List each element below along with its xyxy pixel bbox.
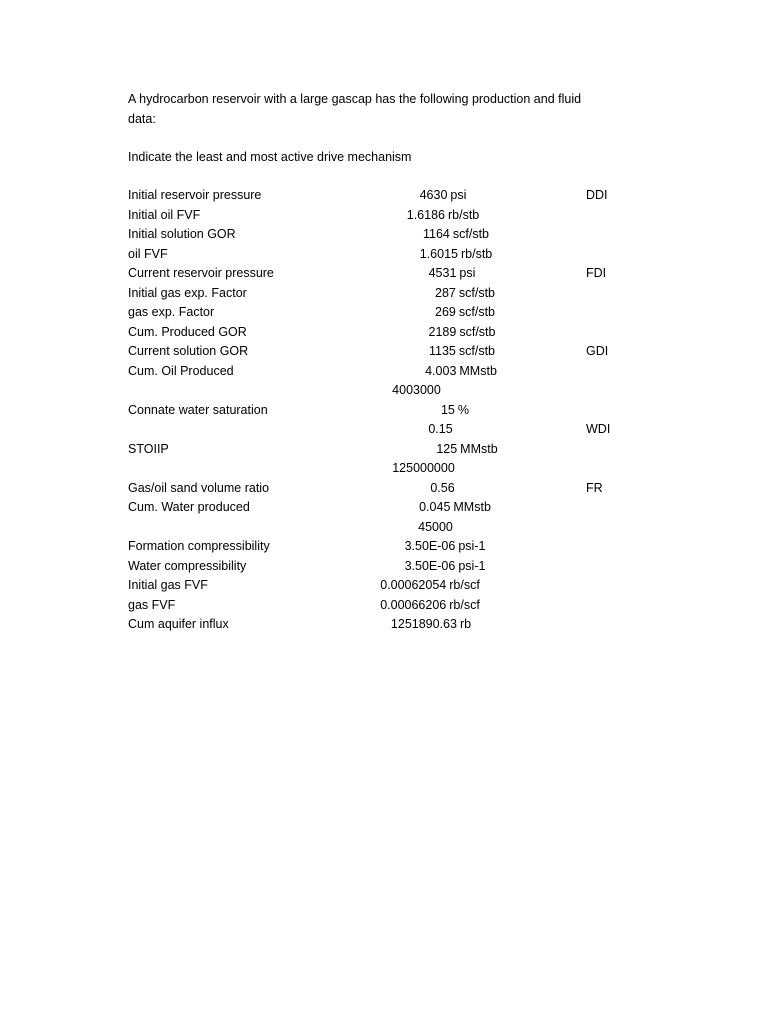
value-number: 0.045 bbox=[419, 500, 451, 514]
row-value bbox=[429, 323, 496, 343]
row-label: Current solution GOR bbox=[128, 344, 249, 358]
value-unit: scf/stb bbox=[458, 285, 495, 300]
row-value bbox=[423, 225, 489, 245]
row-value bbox=[407, 206, 480, 226]
row-value bbox=[392, 381, 444, 401]
value-unit: MMstb bbox=[459, 363, 497, 378]
table-row bbox=[0, 264, 768, 284]
row-value bbox=[380, 596, 480, 616]
row-label: gas FVF bbox=[128, 597, 176, 612]
value-unit: MMstb bbox=[453, 500, 491, 514]
row-code: DDI bbox=[586, 188, 608, 202]
table-row bbox=[0, 596, 768, 616]
row-value bbox=[425, 362, 497, 382]
table-row bbox=[0, 186, 768, 206]
row-value bbox=[420, 245, 493, 265]
table-row bbox=[0, 615, 768, 635]
value-number: 2189 bbox=[428, 324, 457, 339]
row-label: Gas/oil sand volume ratio bbox=[128, 480, 270, 495]
row-value bbox=[428, 420, 455, 440]
value-unit: rb/stb bbox=[447, 207, 480, 222]
row-value bbox=[441, 401, 469, 421]
value-unit: psi-1 bbox=[458, 539, 486, 553]
table-row bbox=[0, 284, 768, 304]
row-value bbox=[429, 264, 476, 284]
row-value bbox=[419, 498, 491, 518]
table-row bbox=[0, 342, 768, 362]
row-label: STOIIP bbox=[128, 441, 169, 456]
value-unit: scf/stb bbox=[458, 344, 496, 358]
table-row bbox=[0, 518, 768, 538]
row-value bbox=[405, 557, 486, 577]
value-unit: rb/scf bbox=[449, 597, 480, 612]
value-number: 1251890.63 bbox=[390, 617, 457, 631]
value-unit: psi-1 bbox=[458, 558, 486, 573]
table-row bbox=[0, 206, 768, 226]
row-value bbox=[392, 459, 458, 479]
row-value bbox=[391, 615, 471, 635]
row-value bbox=[435, 303, 495, 323]
value-number: 287 bbox=[435, 285, 456, 300]
table-row bbox=[0, 557, 768, 577]
value-unit: scf/stb bbox=[459, 324, 496, 339]
row-label: Water compressibility bbox=[128, 558, 247, 573]
table-row bbox=[0, 440, 768, 460]
row-label: Cum. Water produced bbox=[128, 500, 250, 514]
table-row bbox=[0, 381, 768, 401]
value-unit: scf/stb bbox=[452, 227, 490, 241]
value-number: 1135 bbox=[428, 344, 456, 358]
row-label: Initial gas exp. Factor bbox=[128, 285, 247, 300]
row-value bbox=[435, 284, 495, 304]
table-row bbox=[0, 479, 768, 499]
table-row bbox=[0, 459, 768, 479]
value-number: 45000 bbox=[418, 519, 453, 534]
value-unit: rb bbox=[459, 617, 472, 631]
value-number: 125 bbox=[436, 441, 458, 456]
row-label: Initial reservoir pressure bbox=[128, 188, 262, 202]
data-table bbox=[0, 186, 768, 635]
value-number: 0.56 bbox=[430, 480, 455, 495]
row-value bbox=[380, 576, 480, 596]
value-number: 0.15 bbox=[428, 422, 453, 436]
table-row bbox=[0, 245, 768, 265]
value-unit: scf/stb bbox=[458, 305, 495, 319]
value-number: 125000000 bbox=[392, 461, 455, 475]
question-text: Indicate the least and most active drive mechanism bbox=[128, 150, 412, 164]
value-number: 1164 bbox=[422, 227, 450, 241]
row-label: Initial gas FVF bbox=[128, 578, 208, 592]
row-value bbox=[418, 518, 456, 538]
value-number: 3.50E-06 bbox=[404, 539, 456, 553]
row-code: GDI bbox=[586, 344, 609, 358]
value-unit: % bbox=[457, 402, 470, 417]
row-value bbox=[429, 342, 495, 362]
table-row bbox=[0, 537, 768, 557]
value-number: 4630 bbox=[419, 188, 448, 202]
value-unit: psi bbox=[450, 188, 467, 202]
value-unit: rb/stb bbox=[460, 246, 493, 261]
table-row bbox=[0, 498, 768, 518]
value-number: 0.00062054 bbox=[380, 578, 447, 592]
value-unit: rb/scf bbox=[449, 578, 480, 592]
row-label: Initial oil FVF bbox=[128, 207, 201, 222]
row-label: Cum. Oil Produced bbox=[128, 363, 234, 378]
row-label: gas exp. Factor bbox=[128, 305, 215, 319]
value-number: 4531 bbox=[428, 266, 457, 280]
value-number: 1.6015 bbox=[419, 246, 458, 261]
row-code: WDI bbox=[586, 422, 611, 436]
value-number: 4003000 bbox=[392, 383, 441, 397]
table-row bbox=[0, 576, 768, 596]
row-label: Cum aquifer influx bbox=[128, 617, 229, 631]
row-code: FDI bbox=[586, 266, 607, 280]
table-row bbox=[0, 420, 768, 440]
value-unit: MMstb bbox=[460, 441, 498, 456]
row-label: oil FVF bbox=[128, 246, 168, 261]
value-unit: psi bbox=[459, 266, 476, 280]
row-code: FR bbox=[586, 480, 603, 495]
row-label: Connate water saturation bbox=[128, 402, 268, 417]
value-number: 4.003 bbox=[425, 363, 457, 378]
row-value bbox=[430, 479, 457, 499]
row-label: Current reservoir pressure bbox=[128, 266, 274, 280]
table-row bbox=[0, 323, 768, 343]
table-row bbox=[0, 225, 768, 245]
value-number: 1.6186 bbox=[406, 207, 445, 222]
row-label: Initial solution GOR bbox=[128, 227, 236, 241]
row-value bbox=[420, 186, 467, 206]
row-value bbox=[436, 440, 497, 460]
table-row bbox=[0, 303, 768, 323]
row-value bbox=[405, 537, 486, 557]
value-number: 15 bbox=[440, 402, 455, 417]
table-row bbox=[0, 362, 768, 382]
value-number: 269 bbox=[435, 305, 456, 319]
row-label: Formation compressibility bbox=[128, 539, 270, 553]
intro-paragraph: A hydrocarbon reservoir with a large gascap has the following production and fluid data: bbox=[128, 92, 582, 126]
table-row bbox=[0, 401, 768, 421]
row-label: Cum. Produced GOR bbox=[128, 324, 247, 339]
value-number: 0.00066206 bbox=[380, 597, 447, 612]
value-number: 3.50E-06 bbox=[404, 558, 456, 573]
